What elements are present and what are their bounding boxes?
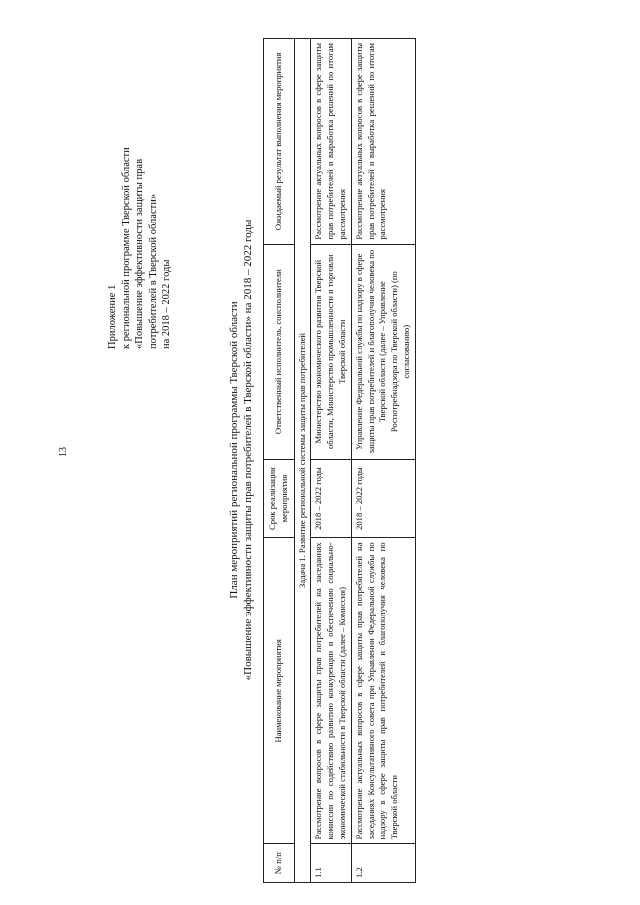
row-executor: Министерство экономического развития Тверской области, Министерство промышленности и торговли Тверской области xyxy=(311,244,351,459)
plan-title xyxy=(228,145,255,755)
row-name: Рассмотрение актуальных вопросов в сфере защиты прав потребителей на заседаниях Консультативного совета при Управлении Федеральной службы по надзору в сфере защиты прав потребителей и благополучия человека по Тверской области xyxy=(351,538,415,844)
row-name: Рассмотрение вопросов в сфере защиты прав потребителей на заседаниях комиссии по содействию развитию конкуренции и обеспечению социально-экономической стабильности в Тверской области (далее – Комиссия) xyxy=(311,538,351,844)
appendix-line: потребителей в Тверской области» xyxy=(147,193,159,349)
table-row xyxy=(351,39,415,883)
appendix-line: «Повышение эффективности защиты прав xyxy=(134,158,146,349)
task-title: Задача 1. Развитие региональной системы защиты прав потребителей xyxy=(294,39,311,883)
row-term: 2018 – 2022 годы xyxy=(351,459,415,538)
appendix-line: на 2018 – 2022 годы xyxy=(161,259,173,349)
plan-title-line: План мероприятий региональной программы Тверской области xyxy=(228,301,240,599)
appendix-block xyxy=(106,31,174,349)
page-number: 13 xyxy=(58,447,69,457)
row-executor: Управление Федеральной службы по надзору в сфере защиты прав потребителей и благополучия человека по Тверской области (далее – Управление Роспотребнадзора по Тверской области) (по согласованию) xyxy=(351,244,415,459)
plan-table xyxy=(263,38,416,883)
header-executor: Ответственный исполнитель, соисполнители xyxy=(264,244,295,459)
table-header-row xyxy=(264,39,295,883)
header-term: Срок реализации мероприятия xyxy=(264,459,295,538)
table-row xyxy=(311,39,351,883)
appendix-line: Приложение 1 xyxy=(107,284,118,349)
task-row xyxy=(294,39,311,883)
appendix-line: к региональной программе Тверской области xyxy=(120,147,132,349)
plan-title-line: «Повышение эффективности защиты прав потребителей в Тверской области» на 2018 – 2022 годы xyxy=(241,219,254,681)
header-num: № п/п xyxy=(264,844,295,883)
header-result: Ожидаемый результат выполнения мероприятия xyxy=(264,39,295,245)
row-num: 1.2 xyxy=(351,844,415,883)
header-name: Наименование мероприятия xyxy=(264,538,295,844)
row-term: 2018 – 2022 годы xyxy=(311,459,351,538)
row-num: 1.1 xyxy=(311,844,351,883)
row-result: Рассмотрение актуальных вопросов в сфере защиты прав потребителей и выработка решений по итогам рассмотрения xyxy=(351,39,415,245)
row-result: Рассмотрение актуальных вопросов в сфере защиты прав потребителей и выработка решений по итогам рассмотрения xyxy=(311,39,351,245)
